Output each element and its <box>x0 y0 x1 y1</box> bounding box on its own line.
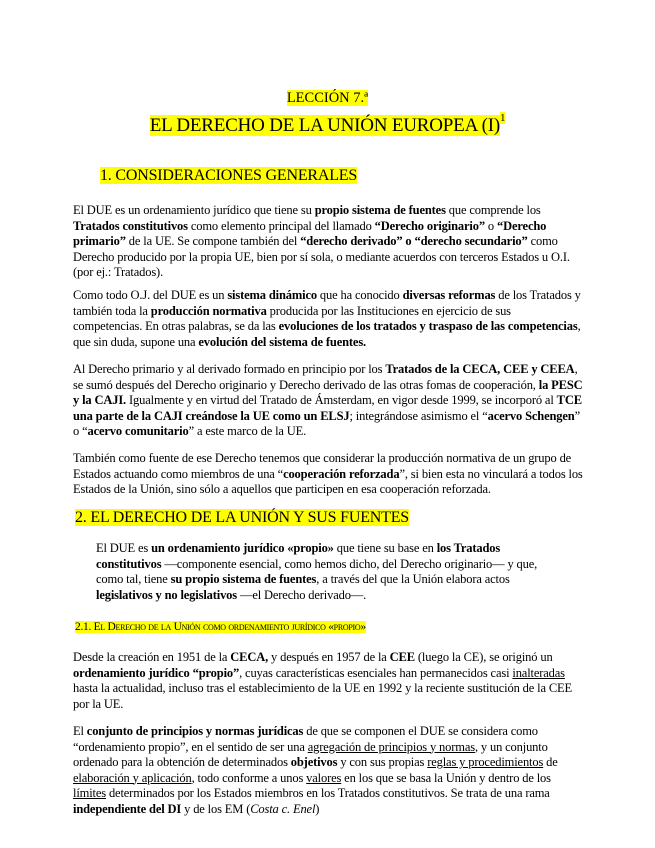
document-title-text: EL DERECHO DE LA UNIÓN EUROPEA (I) <box>149 115 500 136</box>
paragraph-3: Al Derecho primario y al derivado formado en principio por los Tratados de la CECA, CEE y CEEA, se sumó después del Derecho originario y Derecho derivado de las otras fomas de cooperación, la PESC y la CAJI. Igualmente y en virtud del Tratado de Ámsterdam, en vigor desde 1999, se incorporó al TCE una parte de la CAJI creándose la UE como un ELSJ; integrándose asimismo el “acervo Schengen” o “acervo comunitario” a este marco de la UE. <box>73 362 583 438</box>
footnote-ref[interactable]: 1 <box>499 112 506 124</box>
document-title <box>0 112 655 137</box>
paragraph-6: Desde la creación en 1951 de la CECA, y después en 1957 de la CEE (luego la CE), se originó un ordenamiento jurídico “propio”, cuyas características esenciales han permanecidos casi inalteradas hasta la actualidad, incluso tras el establecimiento de la UE en 1992 y la reciente sustitución de la CEE por la UE. <box>73 650 573 711</box>
paragraph-7: El conjunto de principios y normas jurídicas de que se componen el DUE se considera como “ordenamiento propio”, en el sentido de ser una agregación de principios y normas, y un conjunto ordenado para la obtención de determinados objetivos y con sus propias reglas y procedimientos de elaboración y aplicación, todo conforme a unos valores en los que se basa la Unión y dentro de los límites determinados por los Estados miembros en los Tratados constitutivos. Se trata de una rama independiente del DI y de los EM (Costa c. Enel) <box>73 724 558 816</box>
section-heading-1: 1. CONSIDERACIONES GENERALES <box>100 167 358 184</box>
paragraph-1: El DUE es un ordenamiento jurídico que tiene su propio sistema de fuentes que comprende los Tratados constitutivos como elemento principal del llamado “Derecho originario” o “Derecho primario” de la UE. Se compone también del “derecho derivado” o “derecho secundario” como Derecho producido por la propia UE, bien por sí sola, o mediante acuerdos con terceros Estados u O.I. (por ej.: Tratados). <box>73 203 570 279</box>
paragraph-5: El DUE es un ordenamiento jurídico «propio» que tiene su base en los Tratados constitutivos —componente esencial, como hemos dicho, del Derecho originario— y que, como tal, tiene su propio sistema de fuentes, a través del que la Unión elabora actos legislativos y no legislativos —el Derecho derivado—. <box>96 541 538 602</box>
lesson-number: LECCIÓN 7.ª <box>286 90 369 106</box>
section-heading-2: 2. EL DERECHO DE LA UNIÓN Y SUS FUENTES <box>75 509 409 526</box>
paragraph-4: También como fuente de ese Derecho tenemos que considerar la producción normativa de un grupo de Estados actuando como miembros de una “cooperación reforzada”, si bien esta no vinculará a todos los Estados de la Unión, sino sólo a aquellos que participen en esa cooperación reforzada. <box>73 451 583 496</box>
paragraph-2: Como todo O.J. del DUE es un sistema dinámico que ha conocido diversas reformas de los Tratados y también toda la producción normativa producida por las Instituciones en ejercicio de sus competencias. En otras palabras, se da las evoluciones de los tratados y traspaso de las competencias, que sin duda, supone una evolución del sistema de fuentes. <box>73 288 581 349</box>
subsection-heading-2-1: 2.1. El Derecho de la Unión como ordenamiento jurídico «propio» <box>75 621 366 633</box>
